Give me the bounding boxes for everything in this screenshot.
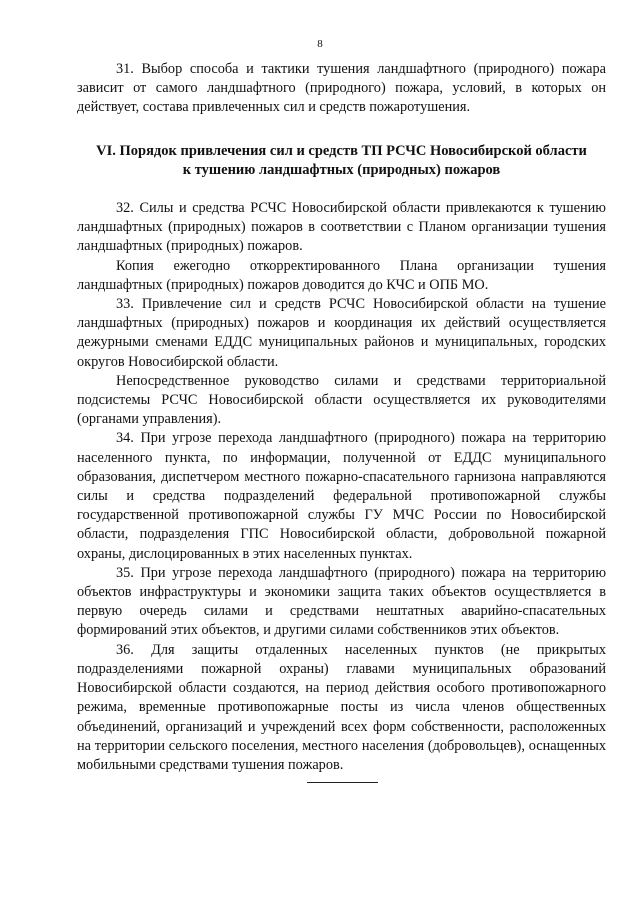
section-heading-line-1: VI. Порядок привлечения сил и средств ТП РСЧС Новосибирской области [96, 142, 587, 159]
page-number: 8 [317, 38, 323, 50]
paragraph-33: 33. Привлечение сил и средств РСЧС Новосибирской области на тушение ландшафтных (природных) пожаров и координация их действий осуществляется дежурными сменами ЕДДС муниципальных районов и муниципальных, городских округов Новосибирской области. [77, 296, 606, 370]
section-heading-line-2: к тушению ландшафтных (природных) пожаров [182, 161, 501, 178]
document-body [77, 60, 606, 775]
paragraph-36: 36. Для защиты отдаленных населенных пунктов (не прикрытых подразделениями пожарной охраны) главами муниципальных образований Новосибирской области создаются, на период действия особого противопожарного режима, временные противопожарные посты из числа членов общественных объединений, организаций и учреждений всех форм собственности, расположенных на территории сельского поселения, местного населения (добровольцев), оснащенных мобильными средствами тушения пожаров. [77, 641, 606, 773]
paragraph-32: 32. Силы и средства РСЧС Новосибирской области привлекаются к тушению ландшафтных (природных) пожаров в соответствии с Планом организации тушения ландшафтных (природных) пожаров. [77, 200, 606, 255]
paragraph-32-copy: Копия ежегодно откорректированного Плана организации тушения ландшафтных (природных) пожаров доводится до КЧС и ОПБ МО. [77, 257, 606, 293]
paragraph-34: 34. При угрозе перехода ландшафтного (природного) пожара на территорию населенного пункта, по информации, полученной от ЕДДС муниципального образования, диспетчером местного пожарно-спасательного гарнизона направляются силы и средства подразделений федеральной противопожарной службы государственной противопожарной службы ГУ МЧС России по Новосибирской области, подразделения ГПС Новосибирской области, добровольной пожарной охраны, дислоцированных в этих населенных пунктах. [77, 430, 606, 562]
paragraph-35: 35. При угрозе перехода ландшафтного (природного) пожара на территорию объектов инфраструктуры и экономики защита таких объектов осуществляется в первую очередь силами и средствами нештатных аварийно-спасательных формирований этих объектов, и другими силами собственников этих объектов. [77, 564, 606, 639]
paragraph-31: 31. Выбор способа и тактики тушения ландшафтного (природного) пожара зависит от самого ландшафтного (природного) пожара, условий, в которых он действует, состава привлеченных сил и средств пожаротушения. [77, 61, 606, 116]
end-of-text-rule [307, 782, 378, 783]
paragraph-33-management: Непосредственное руководство силами и средствами территориальной подсистемы РСЧС Новосибирской области осуществляется их руководителями (органами управления). [77, 372, 606, 428]
section-heading [77, 142, 606, 180]
